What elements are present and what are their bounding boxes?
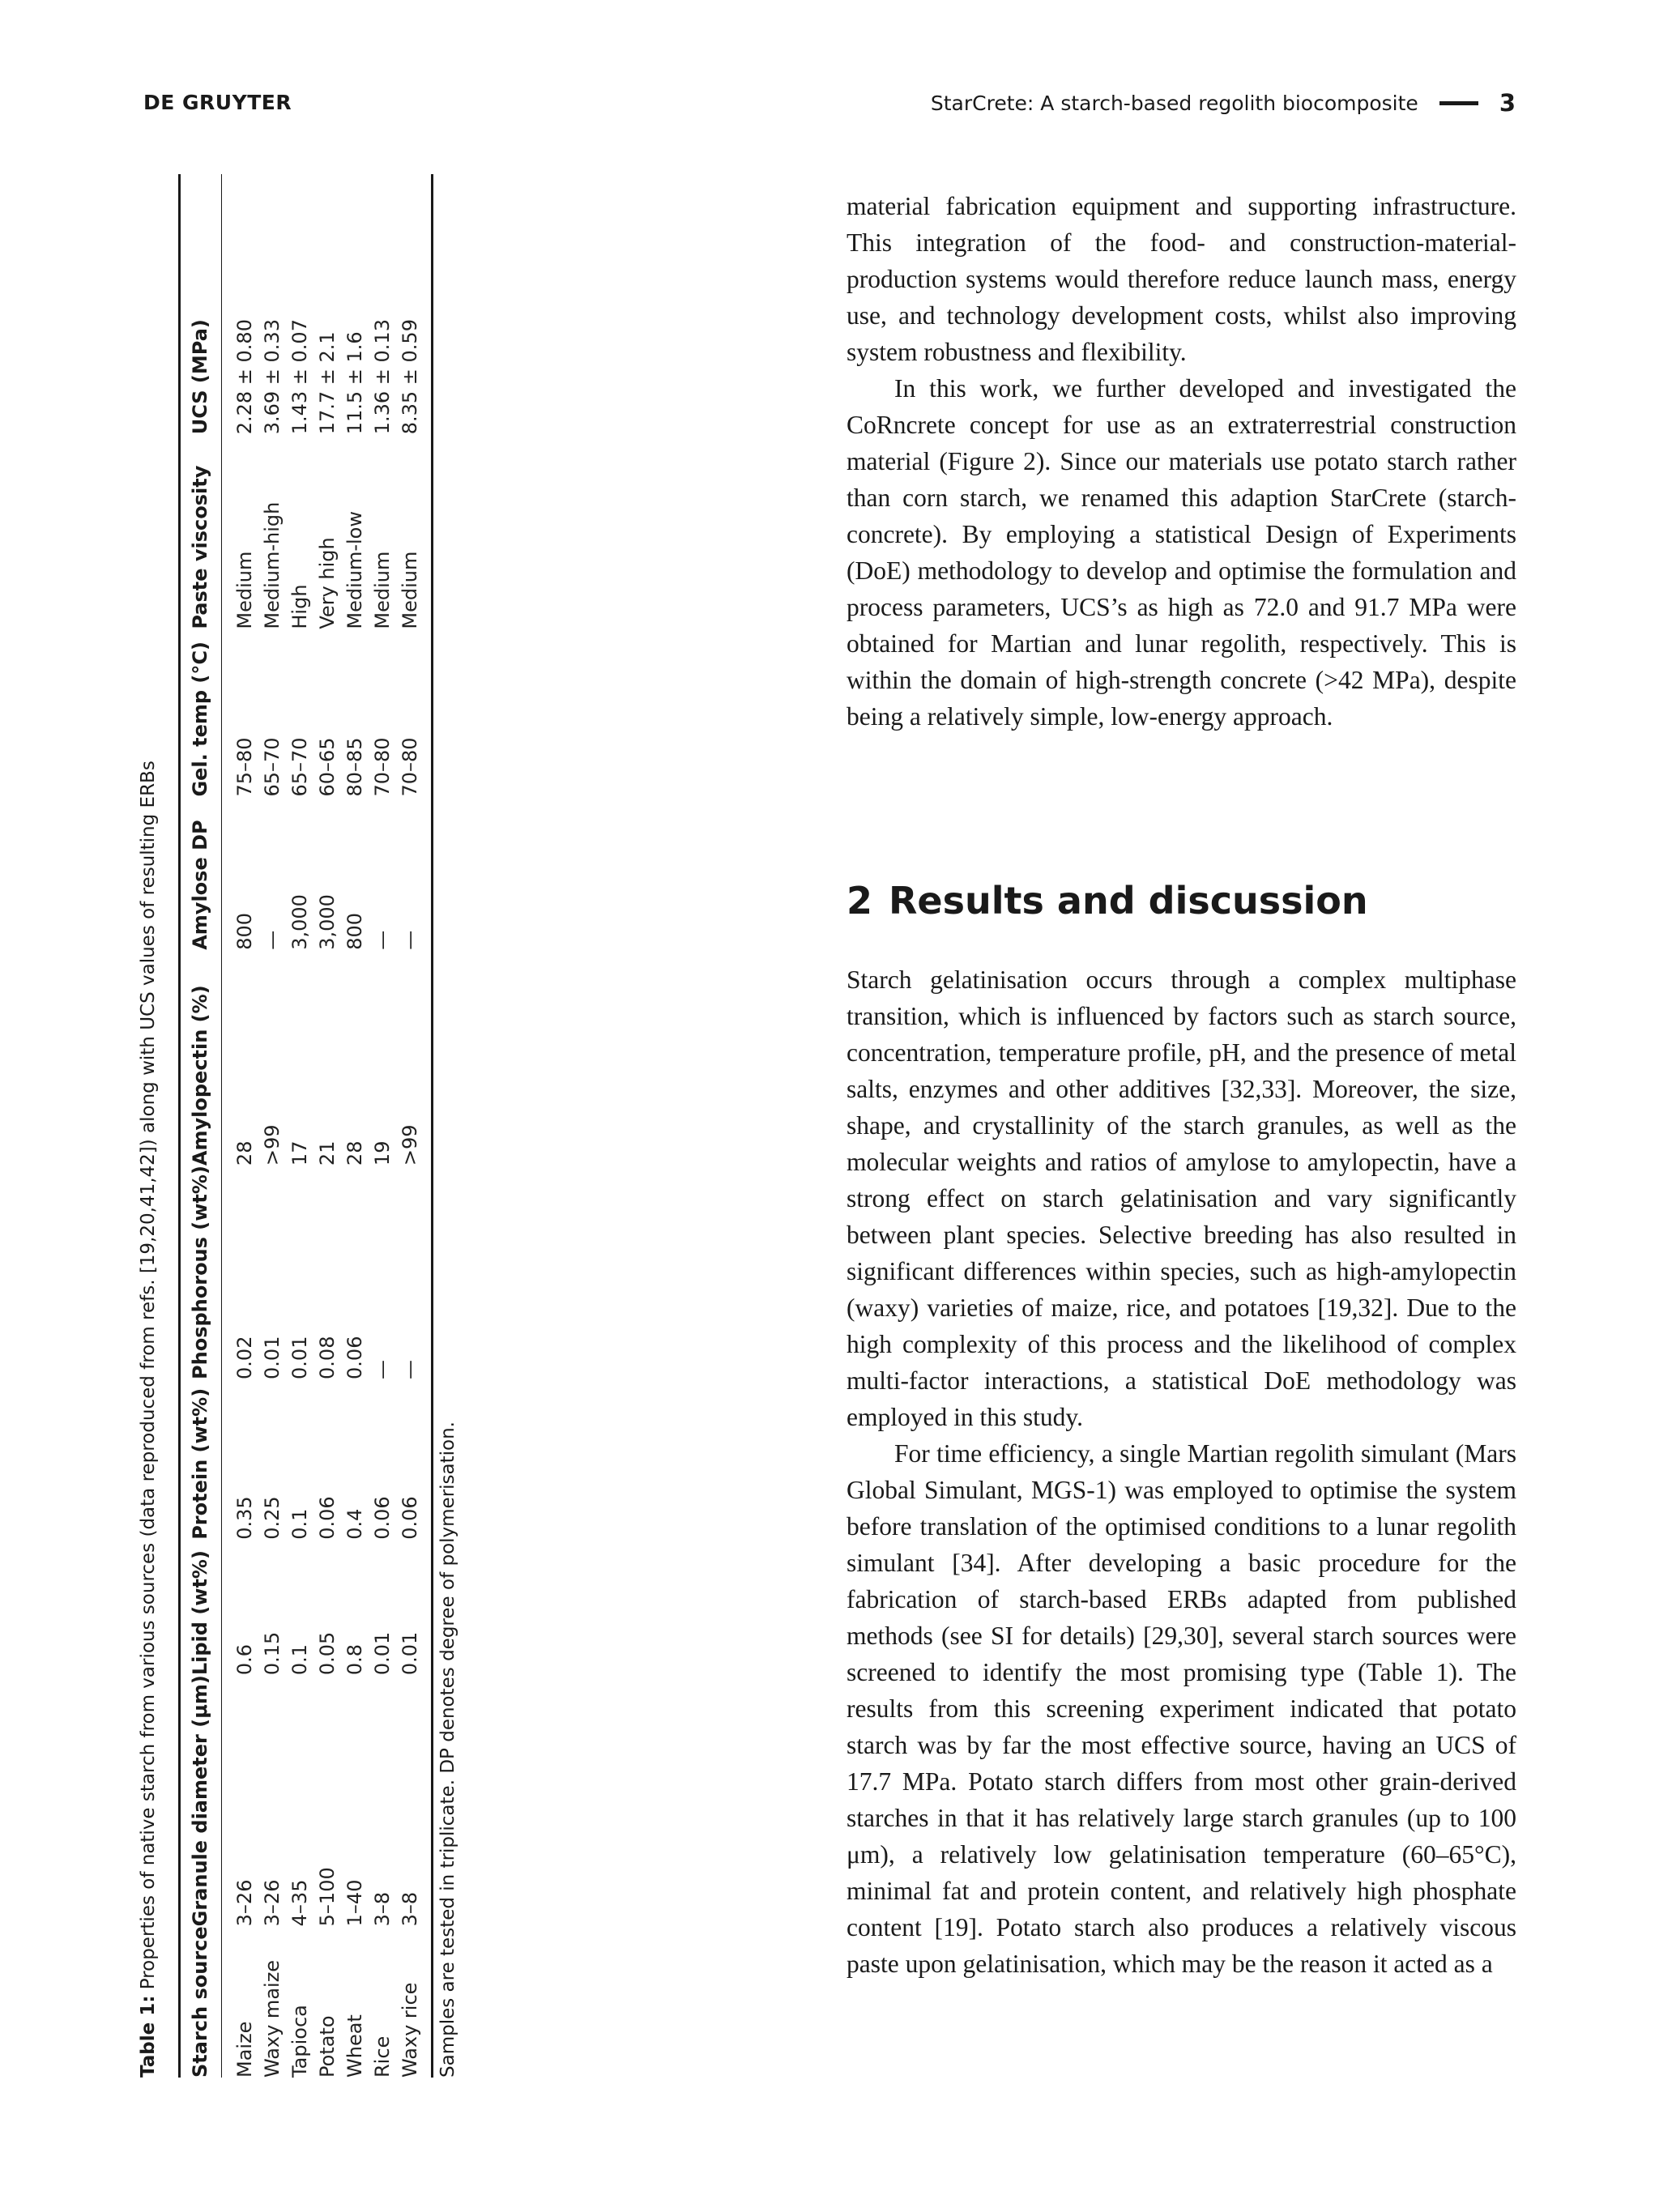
paragraph: For time efficiency, a single Martian regolith simulant (Mars Global Simulant, MGS-1) was employed to optimise the system before translation of the optimised conditions to a lunar regolith simulant [34]. After developing a basic procedure for the fabrication of starch-based ERBs adapted from published methods (see SI for details) [29,30], several starch sources were screened to identify the most promising type (Table 1). The results from this screening experiment indicated that potato starch was by far the most effective source, having an UCS of 17.7 MPa. Potato starch differs from most other grain-derived starches in that it has relatively large starch granules (up to 100 μm), a relatively low gelatinisation temperature (60–65°C), minimal fat and protein content, and relatively high phosphate content [19]. Potato starch also produces a relatively viscous paste upon gelatinisation, which may be the reason it acted as a (847, 1439, 1516, 1978)
body-text-top (847, 188, 1516, 735)
col-header: Phosphorous (wt%) (180, 1166, 222, 1379)
table-cell: Waxy maize (261, 1959, 284, 2078)
table-cell: 0.1 (288, 1643, 311, 1676)
table-cell: 1–40 (343, 1879, 366, 1927)
table-cell: 28 (343, 1140, 366, 1166)
table-cell: 0.1 (288, 1508, 311, 1540)
table-cell: — (261, 930, 284, 950)
col-header: Lipid (wt%) (180, 1540, 222, 1675)
table-row (313, 174, 340, 2078)
table-row (368, 174, 395, 2078)
table-cell: 3–8 (371, 1891, 394, 1927)
section-number: 2 (847, 879, 873, 923)
table-cell: 0.15 (261, 1631, 284, 1676)
table-cell: Tapioca (288, 2005, 311, 2078)
table-cell: 80–85 (343, 737, 366, 797)
table-cell: 0.8 (343, 1643, 366, 1676)
table-cell: 800 (233, 912, 256, 950)
table-cell: 5–100 (316, 1867, 339, 1927)
table-cell: 3–8 (395, 1675, 433, 1926)
table-cell: High (288, 584, 311, 629)
table-cell: 0.06 (316, 1496, 339, 1540)
table-row (222, 174, 258, 2078)
table-cell: Wheat (343, 2014, 366, 2078)
publisher-name: DE GRUYTER (143, 91, 292, 114)
table-cell: 65–70 (261, 737, 284, 797)
table-cell: 2.28 ± 0.80 (233, 319, 256, 435)
table-cell: 3–26 (233, 1879, 256, 1927)
table-cell: 17.7 ± 2.1 (316, 331, 339, 435)
table-cell: 0.25 (261, 1496, 284, 1540)
table-cell: >99 (395, 950, 433, 1166)
table-cell: Rice (371, 2035, 394, 2078)
table-cell: >99 (261, 1124, 284, 1166)
paragraph: In this work, we further developed and investigated the CoRncrete concept for use as an extraterrestrial construction material (Figure 2). Since our materials use potato starch rather than corn starch, we renamed this adaption StarCrete (starch-concrete). By employing a statistical Design of Experiments (DoE) methodology to develop and optimise the formulation and process parameters, UCS’s as high as 72.0 and 91.7 MPa were obtained for Martian and lunar regolith, respectively. This is within the domain of high-strength concrete (>42 MPa), despite being a relatively simple, low-energy approach. (847, 374, 1516, 731)
header-rule (1439, 101, 1478, 105)
paragraph: Starch gelatinisation occurs through a complex multiphase transition, which is influenced by factors such as starch source, concentration, temperature profile, pH, and the presence of metal salts, enzymes and other additives [32,33]. Moreover, the size, shape, and crystallinity of the starch granules, as well as the molecular weights and ratios of amylose to amylopectin, have a strong effect on starch gelatinisation and vary significantly between plant species. Selective breeding has also resulted in significant differences within species, such as high-amylopectin (waxy) varieties of maize, rice, and potatoes [19,32]. Due to the high complexity of this process and the likelihood of complex multi-factor interactions, a statistical DoE methodology was employed in this study. (847, 965, 1516, 1431)
col-header: Paste viscosity (180, 434, 222, 629)
table-row (340, 174, 368, 2078)
table-cell: 28 (233, 1140, 256, 1166)
table-1 (138, 174, 470, 2078)
table-header-row (180, 174, 222, 2078)
table-cell: 0.08 (316, 1336, 339, 1379)
table-cell: 0.06 (343, 1336, 366, 1379)
col-header: Protein (wt%) (180, 1379, 222, 1540)
table-cell: — (395, 797, 433, 950)
table-cell: 3,000 (316, 894, 339, 950)
table-cell: 0.06 (395, 1379, 433, 1540)
paragraph: material fabrication equipment and supporting infrastructure. This integration of the food- and construction-material-production systems would therefore reduce launch mass, energy use, and technology development costs, whilst also improving system robustness and flexibility. (847, 192, 1516, 366)
col-header: Gel. temp (°C) (180, 629, 222, 797)
table-footnote: Samples are tested in triplicate. DP denotes degree of polymerisation. (437, 1421, 458, 2078)
section-title: Results and discussion (889, 879, 1368, 923)
table-cell: 0.01 (288, 1336, 311, 1379)
table-cell: 0.4 (343, 1508, 366, 1540)
table-cell: Potato (316, 2015, 339, 2078)
properties-table (178, 174, 433, 2078)
col-header: Amylopectin (%) (180, 950, 222, 1166)
col-header: UCS (MPa) (180, 174, 222, 434)
col-header: Amylose DP (180, 797, 222, 950)
table-cell: Maize (233, 2021, 256, 2078)
running-header (931, 89, 1516, 117)
table-cell: Medium (233, 551, 256, 629)
table-cell: 65–70 (288, 737, 311, 797)
table-cell: 0.01 (395, 1540, 433, 1675)
table-cell: Medium-low (343, 511, 366, 629)
table-cell: 0.6 (233, 1643, 256, 1676)
table-cell: 0.06 (371, 1496, 394, 1540)
table-cell: 1.43 ± 0.07 (288, 319, 311, 435)
table-cell: 0.05 (316, 1631, 339, 1676)
table-cell: Medium (395, 434, 433, 629)
col-header: Starch source (180, 1926, 222, 2078)
table-cell: 3.69 ± 0.33 (261, 319, 284, 435)
table-cell: 4–35 (288, 1879, 311, 1927)
table-cell: 800 (343, 912, 366, 950)
table-cell: Very high (316, 537, 339, 629)
table-cell: 0.01 (371, 1631, 394, 1676)
table-row (395, 174, 433, 2078)
table-caption-text: Properties of native starch from various sources (data reproduced from refs. [19,20,41,42]) along with UCS values of resulting ERBs (138, 761, 159, 1990)
table-row (258, 174, 285, 2078)
table-cell: — (371, 930, 394, 950)
table-cell: 19 (371, 1140, 394, 1166)
table-cell: 21 (316, 1140, 339, 1166)
table-cell: 11.5 ± 1.6 (343, 331, 366, 435)
table-cell: 8.35 ± 0.59 (395, 174, 433, 434)
table-cell: 70–80 (395, 629, 433, 797)
table-cell: 70–80 (371, 737, 394, 797)
section-heading (847, 879, 1368, 923)
table-cell: 0.01 (261, 1336, 284, 1379)
page-number: 3 (1499, 89, 1516, 117)
table-cell: Waxy rice (395, 1926, 433, 2078)
table-cell: 0.02 (233, 1336, 256, 1379)
col-header: Granule diameter (μm) (180, 1675, 222, 1926)
table-cell: 3–26 (261, 1879, 284, 1927)
table-cell: 17 (288, 1140, 311, 1166)
table-row (285, 174, 313, 2078)
table-cell: 60–65 (316, 737, 339, 797)
table-cell: Medium-high (261, 501, 284, 629)
table-cell: 0.35 (233, 1496, 256, 1540)
body-text-bottom (847, 961, 1516, 1982)
table-caption-label: Table 1: (138, 1995, 159, 2078)
table-cell: Medium (371, 551, 394, 629)
table-cell: — (395, 1166, 433, 1379)
running-title: StarCrete: A starch-based regolith biocomposite (930, 91, 1418, 115)
table-cell: — (371, 1359, 394, 1379)
table-cell: 1.36 ± 0.13 (371, 319, 394, 435)
table-caption (138, 761, 159, 2078)
table-cell: 3,000 (288, 894, 311, 950)
table-cell: 75–80 (233, 737, 256, 797)
